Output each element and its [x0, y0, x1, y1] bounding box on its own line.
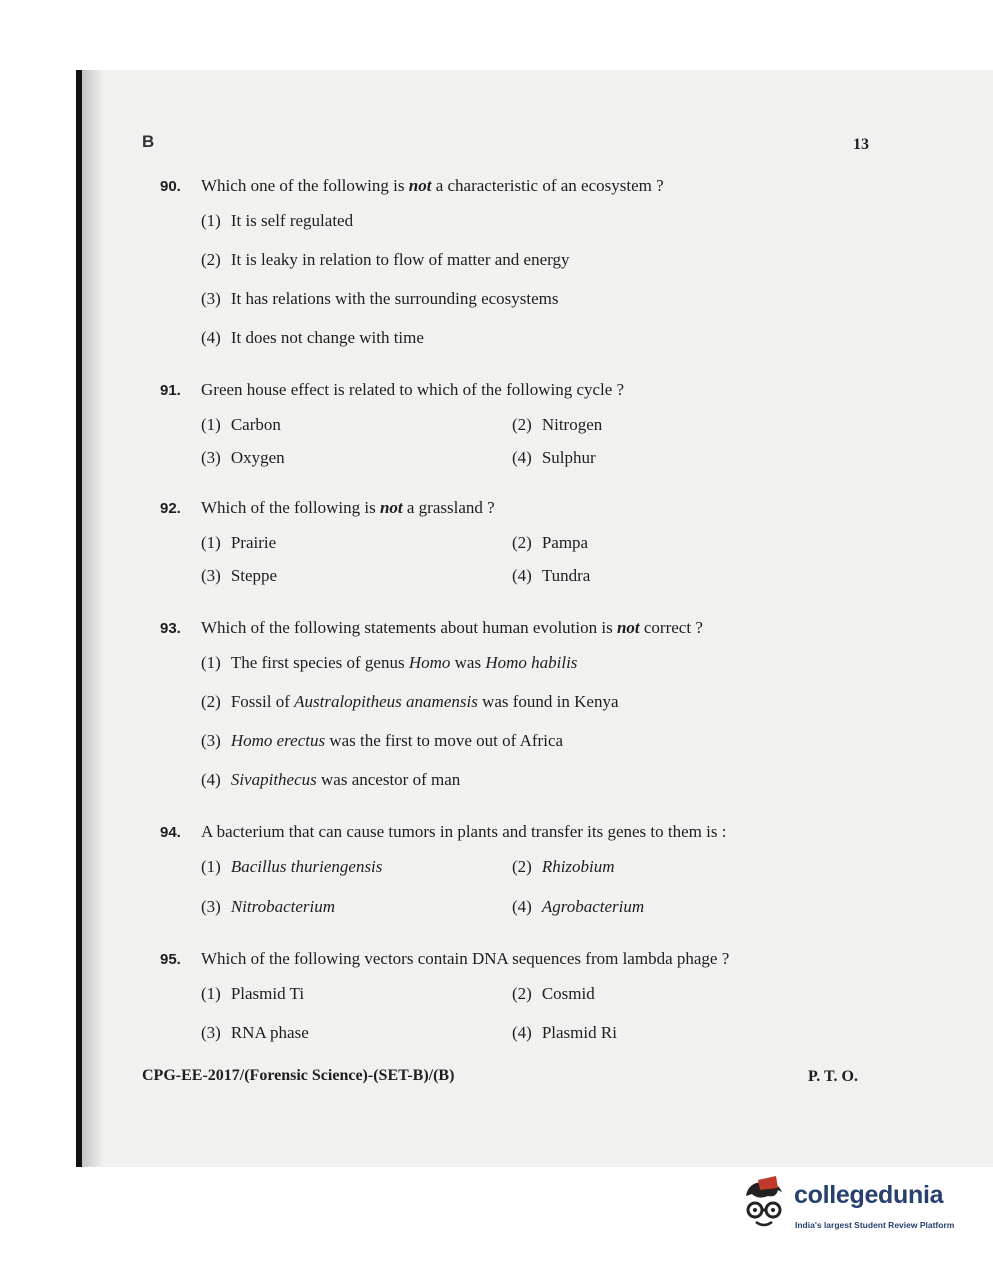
option: (4) Tundra — [512, 566, 591, 585]
option: (1) The first species of genus Homo was Homo habilis — [201, 653, 578, 672]
option: (2) Rhizobium — [512, 857, 615, 876]
options-grid — [201, 857, 840, 917]
option: (1) Carbon — [201, 415, 281, 434]
question-text: Green house effect is related to which of the following cycle ? — [201, 380, 625, 399]
question-text: Which of the following statements about human evolution is not correct ? — [201, 618, 703, 637]
question-number: 90. — [160, 178, 181, 195]
question-number: 95. — [160, 951, 181, 968]
option: (4) Sulphur — [512, 448, 596, 467]
options-grid — [201, 984, 840, 1043]
option: (3) Steppe — [201, 566, 278, 585]
option: (1) Prairie — [201, 533, 277, 552]
question-90 — [160, 176, 840, 367]
option: (1) It is self regulated — [201, 211, 354, 230]
question-number: 93. — [160, 620, 181, 637]
option: (1) Plasmid Ti — [201, 984, 305, 1003]
options-list — [201, 653, 840, 809]
option: (3) It has relations with the surrounding ecosystems — [201, 289, 559, 308]
option: (2) Pampa — [512, 533, 589, 552]
options-grid — [201, 415, 840, 468]
option: (4) Sivapithecus was ancestor of man — [201, 770, 461, 789]
option: (2) Cosmid — [512, 984, 595, 1003]
option: (3) Homo erectus was the first to move out of Africa — [201, 731, 564, 750]
question-number: 92. — [160, 500, 181, 517]
question-text: Which one of the following is not a characteristic of an ecosystem ? — [201, 176, 664, 195]
question-95 — [160, 949, 840, 1043]
options-grid — [201, 533, 840, 586]
student-face-logo-icon — [738, 1176, 790, 1232]
brand-name: collegedunia — [794, 1181, 944, 1209]
option: (2) It is leaky in relation to flow of matter and energy — [201, 250, 570, 269]
collegedunia-watermark[interactable] — [738, 1176, 968, 1240]
option: (3) RNA phase — [201, 1023, 309, 1042]
question-text: Which of the following vectors contain DNA sequences from lambda phage ? — [201, 949, 730, 968]
question-number: 94. — [160, 824, 181, 841]
option: (4) Plasmid Ri — [512, 1023, 617, 1042]
scan-left-edge — [76, 70, 82, 1167]
question-text: Which of the following is not a grassland ? — [201, 498, 495, 517]
question-91 — [160, 380, 840, 468]
option: (2) Fossil of Australopitheus anamensis was found in Kenya — [201, 692, 619, 711]
option: (3) Oxygen — [201, 448, 285, 467]
option: (4) It does not change with time — [201, 328, 424, 347]
option: (4) Agrobacterium — [512, 897, 645, 916]
exam-code-footer: CPG-EE-2017/(Forensic Science)-(SET-B)/(B) — [142, 1067, 455, 1084]
scan-binding-shadow — [82, 70, 104, 1167]
page-number: 13 — [853, 136, 869, 153]
question-text: A bacterium that can cause tumors in plants and transfer its genes to them is : — [201, 822, 727, 841]
pto-label: P. T. O. — [808, 1068, 858, 1085]
question-number: 91. — [160, 382, 181, 399]
set-letter: B — [142, 132, 155, 151]
option: (3) Nitrobacterium — [201, 897, 336, 916]
brand-tagline: India's largest Student Review Platform — [795, 1220, 955, 1230]
question-93 — [160, 618, 840, 809]
question-94 — [160, 822, 840, 917]
option: (2) Nitrogen — [512, 415, 603, 434]
options-list — [201, 211, 840, 367]
option: (1) Bacillus thuriengensis — [201, 857, 383, 876]
question-92 — [160, 498, 840, 586]
